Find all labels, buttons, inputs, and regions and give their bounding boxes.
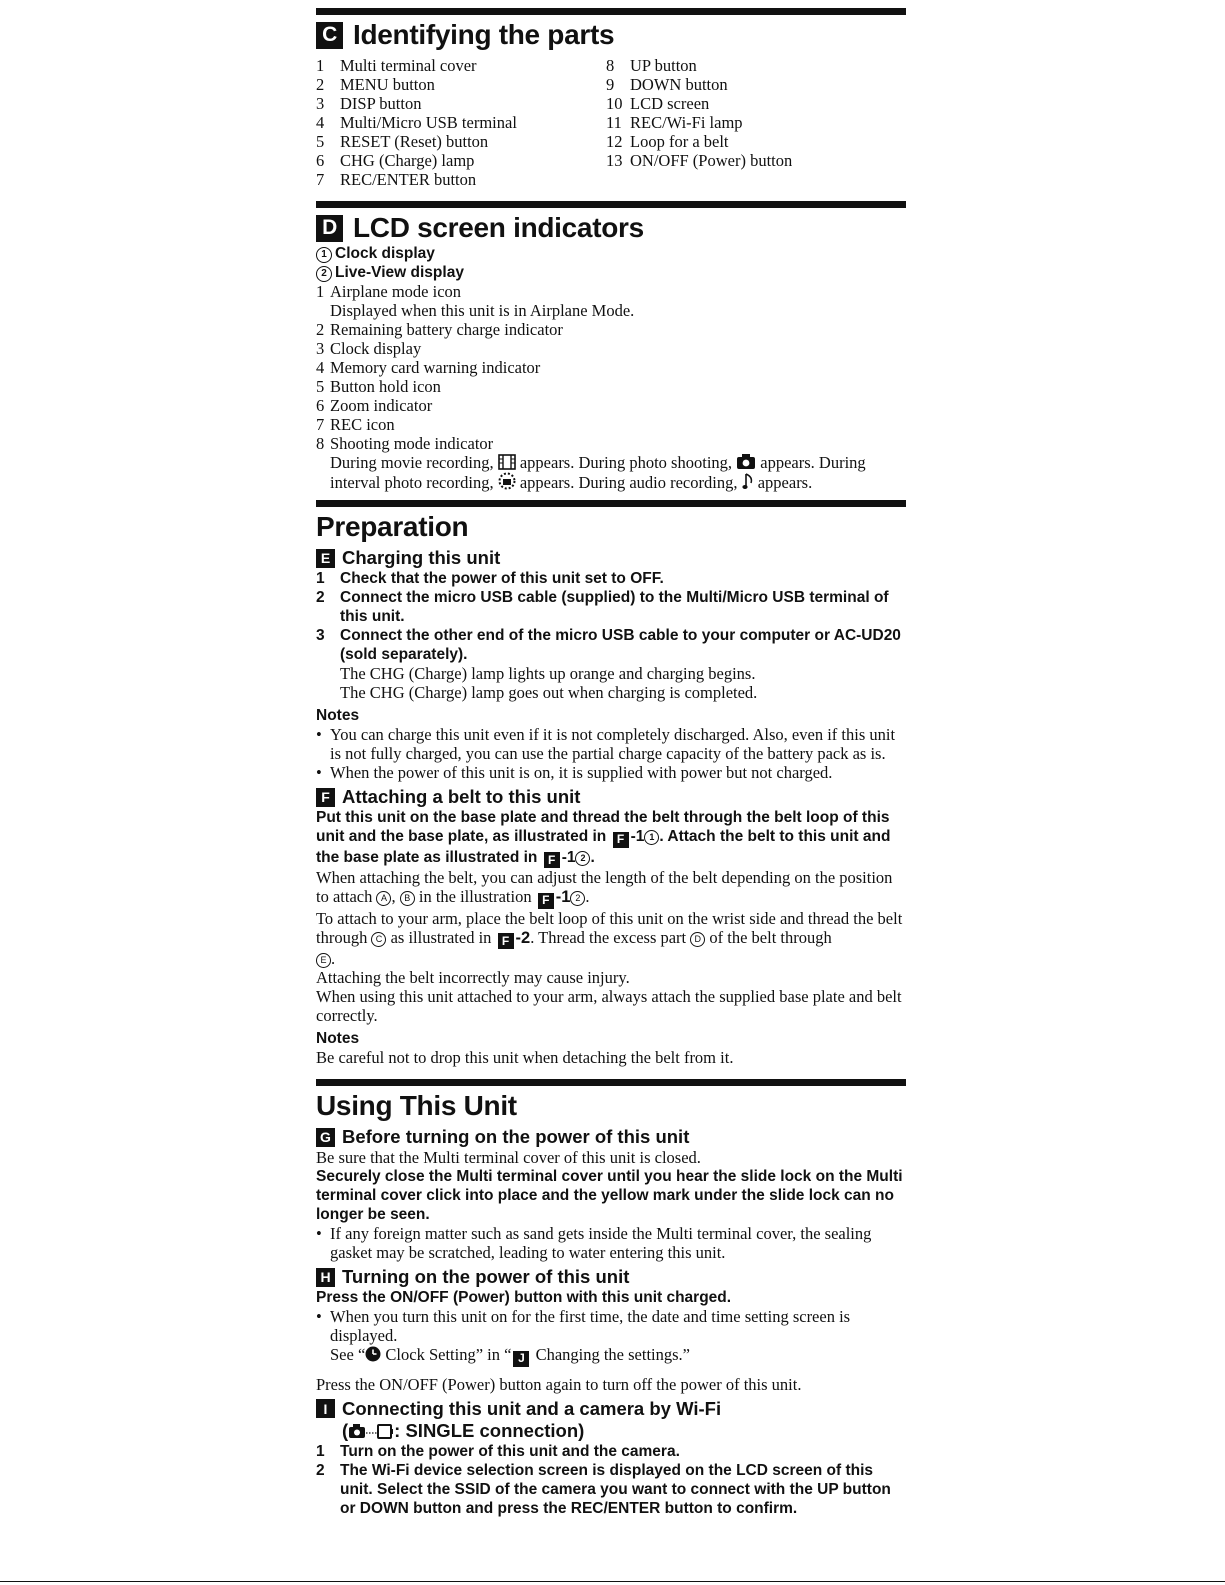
section-letter-d: D [316,215,343,242]
ref-letter-f: F [544,852,560,868]
camera-icon [736,453,756,470]
text: appears. During [760,453,866,472]
item-text: Airplane mode icon [330,282,462,301]
step-text: Connect the other end of the micro USB cable to your computer or AC-UD20 (sold separately). [340,627,901,663]
item-text: Loop for a belt [630,132,729,151]
parts-list-left [316,56,606,189]
section-g-heading [316,1126,906,1148]
page-bottom-border [0,1581,1225,1582]
charging-paragraph-1: The CHG (Charge) lamp lights up orange and charging begins. [340,664,756,683]
item-number: 1 [316,282,325,301]
section-f-heading [316,786,906,808]
item-number: 10 [606,94,623,113]
part-item [316,170,606,189]
power-bullet [316,1307,906,1345]
item-text: DISP button [340,94,422,113]
text: of the belt through [709,927,832,947]
circled-letter: E [316,953,331,968]
item-number: 3 [316,94,325,113]
part-item [606,75,896,94]
part-item [316,151,606,170]
step-number: 1 [316,570,325,587]
item-text: REC/ENTER button [340,170,477,189]
item-number: 8 [316,434,325,453]
notes-heading: Notes [316,1030,360,1047]
section-letter-c: C [316,22,343,49]
step-text: Connect the micro USB cable (supplied) to the Multi/Micro USB terminal of this unit. [340,589,889,625]
section-i-title: Connecting this unit and a camera by Wi-Fi [342,1397,722,1419]
text: interval photo recording, [330,473,494,492]
item-number: 1 [316,56,325,75]
indicator-item [316,301,906,320]
section-divider [316,201,906,208]
item-number [316,301,330,320]
indicator-item [316,415,906,434]
section-i-heading [316,1398,906,1420]
item-number: 2 [316,320,325,339]
item-number: 5 [316,132,325,151]
circled-letter: D [690,932,705,947]
charging-notes [316,725,906,782]
step-text: The Wi-Fi device selection screen is displayed on the LCD screen of this unit. Select the SSID of the camera you want to connect with the UP button or DOWN button and press the REC/ENTER button to confirm. [340,1461,891,1517]
interval-photo-icon [498,472,516,490]
item-text: REC/Wi-Fi lamp [630,113,743,132]
item-text: Displayed when this unit is in Airplane Mode. [330,301,635,320]
belt-paragraph-1: When attaching the belt, you can adjust the length of the belt depending on the position to attach A , B in the illustration F -1 2 . [316,868,893,907]
part-item [606,132,896,151]
text: -2 [515,928,531,947]
step-item [316,626,906,664]
text: Clock Setting” in “ [381,1345,512,1364]
part-item [316,94,606,113]
item-number: 4 [316,358,325,377]
section-letter-f: F [316,788,335,807]
section-d-heading [316,212,906,244]
item-text: ON/OFF (Power) button [630,151,793,170]
item-text: Zoom indicator [330,396,433,415]
item-number: 6 [316,151,325,170]
part-item [316,75,606,94]
ref-letter-f: F [498,933,514,949]
item-number: 9 [606,75,615,94]
belt-paragraph-3: Attaching the belt incorrectly may cause injury. [316,968,630,987]
text: -1 [630,828,645,845]
section-divider [316,8,906,15]
section-h-title: Turning on the power of this unit [342,1266,630,1287]
section-i-subtitle [316,1420,906,1442]
item-number: 5 [316,377,325,396]
item-number: 7 [316,170,325,189]
bullet-dot: • [316,1224,322,1243]
text: . Thread the excess part [530,927,687,947]
indicator-item [316,339,906,358]
item-number: 4 [316,113,325,132]
power-instruction: Press the ON/OFF (Power) button with this unit charged. [316,1289,732,1306]
text: . [590,848,595,866]
note-text: When the power of this unit is on, it is supplied with power but not charged. [330,763,833,782]
circled-letter: C [371,932,386,947]
text: appears. [757,473,813,492]
circled-number: 1 [644,830,659,845]
text: If any foreign matter such as sand gets inside the Multi terminal cover, the sealing gasket may be scratched, leading to water entering this unit. [330,1224,872,1262]
item-text: CHG (Charge) lamp [340,151,475,170]
item-number: 11 [606,113,622,132]
item-number: 8 [606,56,615,75]
subheading-text: Clock display [335,245,435,262]
text: Changing the settings.” [531,1345,691,1364]
item-number: 2 [316,75,325,94]
belt-paragraph-2: To attach to your arm, place the belt loop of this unit on the wrist side and thread the belt through C as illustrated in F -2. Thread the excess part D of the belt through E . [316,908,903,968]
item-text: Multi terminal cover [340,56,477,75]
section-f-title: Attaching a belt to this unit [342,786,581,807]
item-number: 6 [316,396,325,415]
section-letter-e: E [316,549,335,568]
item-text: Memory card warning indicator [330,358,541,377]
section-letter-g: G [316,1128,335,1147]
part-item [316,113,606,132]
text: -1 [561,848,576,866]
text: in the illustration [418,887,532,906]
step-number: 2 [316,1461,325,1479]
audio-note-icon [742,472,754,490]
item-text: LCD screen [630,94,710,113]
indicator-item [316,320,906,339]
text: ( [342,1419,349,1441]
clock-icon [365,1346,381,1362]
item-text: REC icon [330,415,395,434]
parts-list [316,56,906,189]
belt-note: Be careful not to drop this unit when detaching the belt from it. [316,1048,734,1067]
preparation-heading: Preparation [316,511,469,542]
terminal-cover-paragraph: Be sure that the Multi terminal cover of this unit is closed. [316,1148,701,1167]
part-item [606,113,896,132]
item-text: DOWN button [630,75,728,94]
terminal-cover-bullet [316,1224,906,1262]
text: When attaching the belt, you can adjust the length of the belt depending on the position to attach [316,868,893,906]
section-d-title: LCD screen indicators [353,212,644,243]
text: appears. During audio recording, [519,473,738,492]
clock-display-subheading [316,244,906,263]
note-item [316,725,906,763]
part-item [606,94,896,113]
step-number: 2 [316,589,325,606]
section-divider [316,500,906,507]
section-letter-i: I [316,1399,335,1418]
step-text: Check that the power of this unit set to OFF. [340,570,664,587]
circled-letter: A [376,891,391,906]
section-c-title: Identifying the parts [353,19,615,50]
belt-paragraph-4: When using this unit attached to your arm, always attach the supplied base plate and belt correctly. [316,987,902,1025]
text: -1 [555,888,571,906]
ref-letter-f: F [613,832,629,848]
circled-letter: B [400,891,415,906]
manual-page [316,8,906,1518]
text: appears. During photo shooting, [519,453,733,472]
indicator-item [316,282,906,301]
circled-number: 2 [316,266,332,282]
shooting-mode-description [316,453,906,492]
indicator-item [316,434,906,453]
belt-instructions [316,808,906,868]
power-off-paragraph: Press the ON/OFF (Power) button again to turn off the power of this unit. [316,1374,802,1394]
item-text: Button hold icon [330,377,441,396]
section-divider [316,1079,906,1086]
item-number: 7 [316,415,325,434]
step-text: Turn on the power of this unit and the camera. [340,1442,680,1460]
step-number: 3 [316,627,325,644]
part-item [316,56,606,75]
live-view-subheading [316,263,906,282]
notes-heading: Notes [316,707,360,724]
item-text: Multi/Micro USB terminal [340,113,517,132]
movie-icon [498,454,516,470]
section-c-heading [316,19,906,51]
step-item [316,1461,906,1518]
text: : SINGLE connection) [394,1419,585,1441]
step-item [316,588,906,626]
note-text: You can charge this unit even if it is not completely discharged. Also, even if this unit is not fully charged, you can use the partial charge capacity of the battery pack as is. [330,725,896,763]
ref-letter-f: F [538,893,554,909]
item-text: Clock display [330,339,422,358]
indicator-item [316,396,906,415]
item-text: UP button [630,56,697,75]
item-text: Shooting mode indicator [330,434,494,453]
section-h-heading [316,1266,906,1288]
see-clock-setting [316,1345,906,1367]
section-e-title: Charging this unit [342,547,501,568]
subheading-text: Live-View display [335,264,464,281]
charging-steps [316,569,906,664]
item-text: RESET (Reset) button [340,132,489,151]
ref-letter-j: J [513,1351,529,1367]
item-text: Remaining battery charge indicator [330,320,563,339]
section-letter-h: H [316,1268,335,1287]
part-item [606,56,896,75]
section-g-title: Before turning on the power of this unit [342,1126,690,1147]
bullet-dot: • [316,1307,322,1326]
part-item [316,132,606,151]
note-item [316,763,906,782]
step-item [316,1442,906,1461]
text: When you turn this unit on for the first time, the date and time setting screen is displayed. [330,1307,851,1345]
section-e-heading [316,547,906,569]
bullet-dot: • [316,725,322,744]
bullet-dot: • [316,763,322,782]
charging-paragraph-2: The CHG (Charge) lamp goes out when charging is completed. [340,683,758,702]
parts-list-right [606,56,896,189]
step-number: 1 [316,1442,325,1460]
wifi-steps [316,1442,906,1518]
indicator-item [316,358,906,377]
text: During movie recording, [330,453,494,472]
terminal-cover-instruction: Securely close the Multi terminal cover until you hear the slide lock on the Multi terminal cover click into place and the yellow mark under the slide lock can no longer be seen. [316,1168,903,1223]
step-item [316,569,906,588]
text: Put this unit on the base plate and thread the belt through the belt loop of this unit and the base plate, as illustrated in [316,809,890,845]
text: To attach to your arm, place the belt loop of this unit on the wrist side and thread the belt through [316,908,903,947]
text: as illustrated in [390,927,492,947]
using-heading: Using This Unit [316,1090,517,1121]
indicator-item [316,377,906,396]
indicator-list [316,282,906,453]
circled-number: 2 [575,851,590,866]
text: . Attach the belt to this unit and the base plate as illustrated in [316,828,891,866]
circled-number: 1 [316,247,332,263]
text: See “ [330,1345,366,1364]
item-text: MENU button [340,75,435,94]
item-number: 12 [606,132,623,151]
part-item [606,151,896,170]
item-number: 13 [606,151,623,170]
item-number: 3 [316,339,325,358]
camera-to-unit-connection-icon [348,1422,394,1440]
circled-number: 2 [570,891,585,906]
